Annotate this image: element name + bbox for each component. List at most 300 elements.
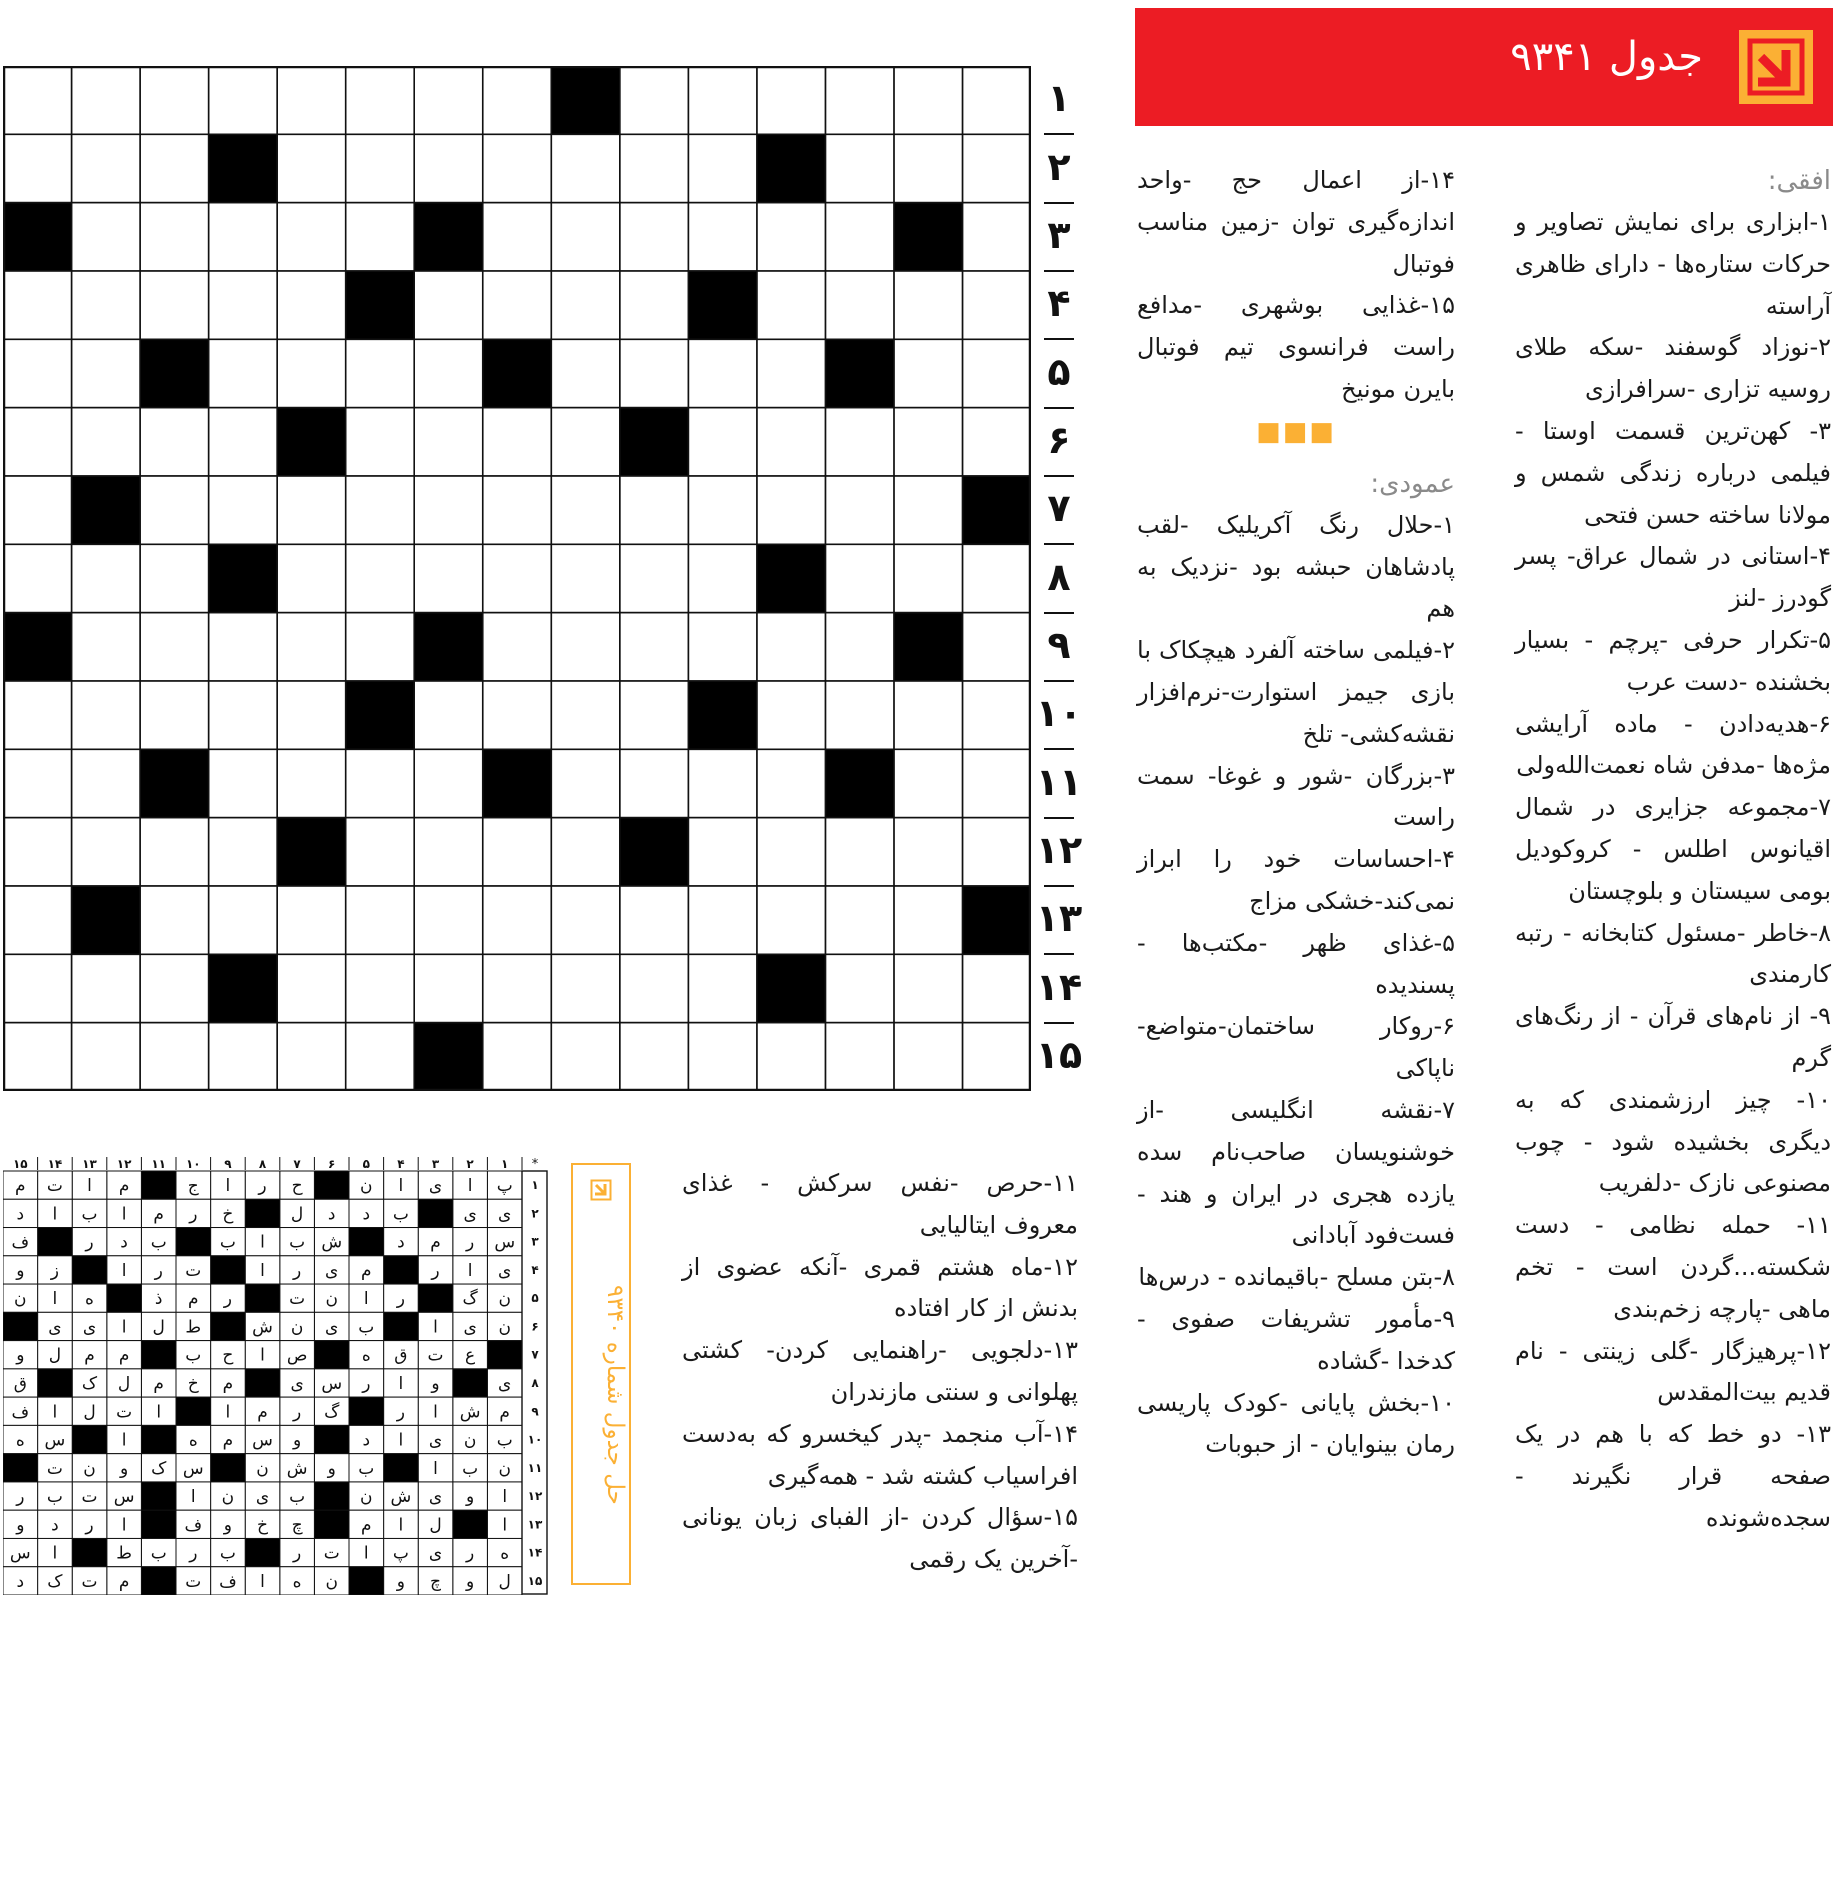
solution-letter: ل <box>429 1515 442 1536</box>
grid-cell[interactable] <box>277 613 346 681</box>
solution-letter: ن <box>325 1571 338 1592</box>
grid-cell[interactable] <box>140 1023 209 1091</box>
grid-cell[interactable] <box>414 476 483 544</box>
grid-cell[interactable] <box>962 408 1031 476</box>
down-clue: ۲-فیلمی ساخته آلفرد هیچکاک با بازی جیمز استوارت-نرم‌افزار نقشه‌کشی- تلخ <box>1137 636 1455 748</box>
grid-cell[interactable] <box>277 1023 346 1091</box>
grid-cell[interactable] <box>277 134 346 202</box>
grid-cell[interactable] <box>962 544 1031 612</box>
solution-letter: ص <box>286 1345 308 1366</box>
grid-cell[interactable] <box>209 886 278 954</box>
grid-cell[interactable] <box>551 818 620 886</box>
grid-cell[interactable] <box>346 613 415 681</box>
grid-cell[interactable] <box>825 476 894 544</box>
solution-letter: م <box>361 1515 372 1536</box>
grid-cell[interactable] <box>962 66 1031 134</box>
solution-letter: س <box>113 1487 135 1508</box>
grid-cell[interactable] <box>3 681 72 749</box>
grid-cell[interactable] <box>346 476 415 544</box>
grid-cell[interactable] <box>140 613 209 681</box>
solution-letter: ک <box>151 1458 167 1479</box>
grid-cell[interactable] <box>825 613 894 681</box>
grid-cell[interactable] <box>483 544 552 612</box>
grid-cell[interactable] <box>688 613 757 681</box>
grid-cell[interactable] <box>3 818 72 886</box>
grid-cell[interactable] <box>962 271 1031 339</box>
grid-cell[interactable] <box>3 954 72 1022</box>
grid-cell[interactable] <box>72 749 141 817</box>
grid-cell[interactable] <box>209 1023 278 1091</box>
grid-cell[interactable] <box>962 203 1031 271</box>
solution-row-label: ۱۱ <box>527 1460 543 1475</box>
grid-cell[interactable] <box>825 203 894 271</box>
grid-cell[interactable] <box>757 271 826 339</box>
solution-block-cell <box>176 1228 211 1256</box>
solution-letter: ف <box>11 1402 30 1423</box>
grid-cell[interactable] <box>620 681 689 749</box>
row-label: ۹ <box>1047 622 1071 667</box>
grid-cell[interactable] <box>551 476 620 544</box>
grid-cell[interactable] <box>209 476 278 544</box>
down-clue: ۹-مأمور تشریفات صفوی - کدخدا -گشاده <box>1137 1304 1455 1375</box>
row-label-separator <box>1044 817 1074 819</box>
grid-cell[interactable] <box>894 271 963 339</box>
solution-letter: ا <box>467 1176 473 1197</box>
grid-cell[interactable] <box>825 886 894 954</box>
grid-cell[interactable] <box>72 613 141 681</box>
grid-cell[interactable] <box>3 544 72 612</box>
grid-cell[interactable] <box>825 818 894 886</box>
grid-cell[interactable] <box>894 134 963 202</box>
solution-letter: م <box>361 1260 372 1281</box>
grid-cell[interactable] <box>346 544 415 612</box>
grid-cell[interactable] <box>688 544 757 612</box>
grid-cell[interactable] <box>620 886 689 954</box>
solution-letter: م <box>84 1345 95 1366</box>
grid-cell[interactable] <box>346 66 415 134</box>
solution-letter: ف <box>11 1232 30 1253</box>
grid-cell[interactable] <box>414 271 483 339</box>
across-clue: ۲-نوزاد گوسفند -سکه طلای روسیه تزاری -سرافرازی <box>1515 333 1831 404</box>
grid-cell[interactable] <box>140 954 209 1022</box>
row-label-separator <box>1044 543 1074 545</box>
grid-cell[interactable] <box>551 886 620 954</box>
grid-cell[interactable] <box>620 544 689 612</box>
grid-cell[interactable] <box>962 613 1031 681</box>
grid-cell[interactable] <box>483 1023 552 1091</box>
solution-letter: ب <box>219 1232 236 1253</box>
grid-cell[interactable] <box>72 134 141 202</box>
grid-cell[interactable] <box>962 681 1031 749</box>
grid-cell[interactable] <box>346 886 415 954</box>
grid-cell[interactable] <box>551 408 620 476</box>
solution-block-cell <box>314 1510 349 1538</box>
solution-row-label: ۱۲ <box>527 1489 543 1504</box>
grid-cell[interactable] <box>483 818 552 886</box>
solution-letter: د <box>397 1232 405 1253</box>
grid-cell[interactable] <box>551 134 620 202</box>
solution-block-cell <box>72 1538 107 1566</box>
grid-cell[interactable] <box>962 749 1031 817</box>
grid-cell[interactable] <box>140 271 209 339</box>
grid-block-cell <box>551 66 620 134</box>
grid-cell[interactable] <box>688 749 757 817</box>
solution-letter: م <box>118 1571 130 1592</box>
solution-block-cell <box>245 1369 280 1397</box>
grid-cell[interactable] <box>894 476 963 544</box>
solution-letter: ت <box>185 1260 202 1281</box>
solution-block-cell <box>141 1171 176 1199</box>
grid-cell[interactable] <box>140 544 209 612</box>
grid-cell[interactable] <box>346 954 415 1022</box>
grid-cell[interactable] <box>72 818 141 886</box>
grid-cell[interactable] <box>414 749 483 817</box>
grid-cell[interactable] <box>620 954 689 1022</box>
grid-cell[interactable] <box>825 66 894 134</box>
grid-cell[interactable] <box>620 339 689 407</box>
solution-letter: ق <box>394 1345 408 1366</box>
grid-block-cell <box>962 886 1031 954</box>
grid-cell[interactable] <box>140 681 209 749</box>
grid-cell[interactable] <box>825 954 894 1022</box>
grid-cell[interactable] <box>688 954 757 1022</box>
solution-block-cell <box>141 1341 176 1369</box>
solution-letter: ب <box>289 1487 306 1508</box>
grid-cell[interactable] <box>414 408 483 476</box>
grid-cell[interactable] <box>72 203 141 271</box>
grid-cell[interactable] <box>757 818 826 886</box>
grid-cell[interactable] <box>277 886 346 954</box>
grid-cell[interactable] <box>688 886 757 954</box>
solution-block-cell <box>487 1341 522 1369</box>
grid-cell[interactable] <box>620 476 689 544</box>
grid-cell[interactable] <box>346 203 415 271</box>
grid-cell[interactable] <box>3 749 72 817</box>
grid-cell[interactable] <box>72 681 141 749</box>
grid-cell[interactable] <box>757 66 826 134</box>
grid-cell[interactable] <box>551 681 620 749</box>
across-clue: ۶-هدیه‌دادن - ماده آرایشی مژه‌ها -مدفن شاه نعمت‌الله‌ولی <box>1515 709 1831 780</box>
grid-cell[interactable] <box>825 134 894 202</box>
solution-letter: ا <box>467 1260 473 1281</box>
grid-cell[interactable] <box>3 476 72 544</box>
grid-cell[interactable] <box>414 66 483 134</box>
grid-cell[interactable] <box>757 886 826 954</box>
grid-cell[interactable] <box>757 339 826 407</box>
grid-cell[interactable] <box>620 203 689 271</box>
grid-cell[interactable] <box>277 271 346 339</box>
grid-cell[interactable] <box>3 408 72 476</box>
solution-block-cell <box>384 1256 419 1284</box>
grid-cell[interactable] <box>620 134 689 202</box>
grid-cell[interactable] <box>551 954 620 1022</box>
grid-cell[interactable] <box>894 749 963 817</box>
solution-letter: و <box>16 1515 25 1536</box>
solution-letter: خ <box>222 1204 234 1225</box>
solution-letter: م <box>118 1176 130 1197</box>
grid-cell[interactable] <box>688 408 757 476</box>
grid-cell[interactable] <box>346 1023 415 1091</box>
grid-cell[interactable] <box>551 339 620 407</box>
grid-cell[interactable] <box>688 818 757 886</box>
grid-block-cell <box>209 954 278 1022</box>
grid-cell[interactable] <box>894 818 963 886</box>
grid-cell[interactable] <box>483 613 552 681</box>
grid-cell[interactable] <box>483 134 552 202</box>
solution-letter: ت <box>323 1543 340 1564</box>
grid-cell[interactable] <box>483 954 552 1022</box>
grid-cell[interactable] <box>894 681 963 749</box>
grid-cell[interactable] <box>894 1023 963 1091</box>
grid-cell[interactable] <box>620 66 689 134</box>
grid-cell[interactable] <box>140 66 209 134</box>
grid-cell[interactable] <box>277 203 346 271</box>
grid-cell[interactable] <box>209 66 278 134</box>
solution-block-cell <box>314 1341 349 1369</box>
solution-block-cell <box>245 1538 280 1566</box>
solution-row-label: ۱۵ <box>527 1573 543 1588</box>
grid-cell[interactable] <box>757 681 826 749</box>
grid-cell[interactable] <box>757 476 826 544</box>
solution-col-label: ۱۱ <box>151 1157 167 1171</box>
grid-cell[interactable] <box>894 954 963 1022</box>
solution-row-label: ۳ <box>531 1234 539 1249</box>
grid-cell[interactable] <box>894 886 963 954</box>
grid-cell[interactable] <box>414 544 483 612</box>
grid-block-cell <box>894 613 963 681</box>
grid-cell[interactable] <box>3 271 72 339</box>
header-banner <box>1135 8 1833 126</box>
grid-cell[interactable] <box>688 134 757 202</box>
solution-letter: ب <box>358 1458 375 1479</box>
grid-cell[interactable] <box>551 613 620 681</box>
solution-letter: ب <box>46 1487 63 1508</box>
grid-cell[interactable] <box>551 271 620 339</box>
grid-cell[interactable] <box>620 1023 689 1091</box>
grid-cell[interactable] <box>140 408 209 476</box>
grid-cell[interactable] <box>346 749 415 817</box>
grid-cell[interactable] <box>894 408 963 476</box>
across-clue: ۴-استانی در شمال عراق- پسر گودرز -لنز <box>1515 542 1831 613</box>
grid-cell[interactable] <box>277 749 346 817</box>
grid-cell[interactable] <box>825 681 894 749</box>
grid-cell[interactable] <box>962 339 1031 407</box>
down-clues-column <box>682 1163 1078 1581</box>
grid-cell[interactable] <box>72 271 141 339</box>
grid-cell[interactable] <box>825 1023 894 1091</box>
across-clue: ۱۲-پرهیزگار -گلی زینتی - نام قدیم بیت‌المقدس <box>1515 1336 1831 1407</box>
solution-letter: چ <box>291 1515 303 1536</box>
grid-cell[interactable] <box>825 408 894 476</box>
grid-cell[interactable] <box>483 203 552 271</box>
grid-cell[interactable] <box>688 339 757 407</box>
down-clue: ۵-غذای ظهر -مکتب‌ها - پسندیده <box>1137 928 1455 999</box>
grid-cell[interactable] <box>757 408 826 476</box>
grid-cell[interactable] <box>3 886 72 954</box>
grid-cell[interactable] <box>414 954 483 1022</box>
across-clue: ۱۳- دو خط که با هم در یک صفحه قرار نگیرند - سجده‌شونده <box>1515 1420 1831 1532</box>
grid-cell[interactable] <box>140 818 209 886</box>
solution-letter: و <box>16 1345 25 1366</box>
grid-cell[interactable] <box>962 1023 1031 1091</box>
solution-grid <box>3 1155 548 1595</box>
grid-cell[interactable] <box>3 66 72 134</box>
grid-cell[interactable] <box>140 134 209 202</box>
grid-cell[interactable] <box>346 408 415 476</box>
grid-cell[interactable] <box>688 476 757 544</box>
grid-cell[interactable] <box>483 886 552 954</box>
row-label-separator <box>1044 680 1074 682</box>
solution-letter: ط <box>116 1543 132 1564</box>
crossword-grid[interactable] <box>3 66 1031 1091</box>
grid-cell[interactable] <box>962 954 1031 1022</box>
grid-cell[interactable] <box>209 818 278 886</box>
grid-cell[interactable] <box>277 954 346 1022</box>
solution-letter: ی <box>463 1204 477 1225</box>
solution-row-label: ۶ <box>531 1319 539 1334</box>
solution-letter: ا <box>398 1430 404 1451</box>
grid-cell[interactable] <box>551 544 620 612</box>
solution-letter: ی <box>325 1317 339 1338</box>
solution-block-cell <box>314 1425 349 1453</box>
grid-cell[interactable] <box>3 134 72 202</box>
grid-cell[interactable] <box>3 1023 72 1091</box>
solution-row-label: ۹ <box>531 1404 539 1419</box>
grid-cell[interactable] <box>209 613 278 681</box>
solution-letter: ن <box>498 1289 511 1310</box>
grid-cell[interactable] <box>620 749 689 817</box>
grid-cell[interactable] <box>825 544 894 612</box>
grid-cell[interactable] <box>414 886 483 954</box>
grid-cell[interactable] <box>277 544 346 612</box>
solution-letter: ح <box>222 1345 234 1366</box>
grid-cell[interactable] <box>757 203 826 271</box>
solution-letter: م <box>257 1402 268 1423</box>
grid-cell[interactable] <box>277 476 346 544</box>
down-clue: ۱۵-سؤال کردن -از الفبای زبان یونانی -آخرین یک رقمی <box>682 1503 1078 1574</box>
solution-block-cell <box>211 1312 246 1340</box>
solution-letter: ت <box>46 1176 63 1197</box>
grid-cell[interactable] <box>757 1023 826 1091</box>
grid-block-cell <box>414 203 483 271</box>
grid-cell[interactable] <box>209 339 278 407</box>
grid-cell[interactable] <box>894 339 963 407</box>
grid-block-cell <box>757 544 826 612</box>
row-label: ۱۰ <box>1035 691 1083 736</box>
grid-cell[interactable] <box>72 1023 141 1091</box>
grid-cell[interactable] <box>688 1023 757 1091</box>
solution-letter: ب <box>392 1204 409 1225</box>
grid-cell[interactable] <box>140 203 209 271</box>
solution-block-cell <box>349 1228 384 1256</box>
grid-cell[interactable] <box>757 749 826 817</box>
grid-cell[interactable] <box>483 66 552 134</box>
grid-cell[interactable] <box>962 134 1031 202</box>
grid-cell[interactable] <box>346 818 415 886</box>
solution-letter: ا <box>52 1543 58 1564</box>
grid-cell[interactable] <box>72 544 141 612</box>
grid-cell[interactable] <box>414 339 483 407</box>
solution-letter: ل <box>152 1317 165 1338</box>
grid-cell[interactable] <box>277 66 346 134</box>
grid-cell[interactable] <box>140 886 209 954</box>
solution-letter: ش <box>252 1317 273 1338</box>
grid-cell[interactable] <box>483 476 552 544</box>
solution-letter: ر <box>292 1260 302 1281</box>
grid-cell[interactable] <box>551 203 620 271</box>
grid-cell[interactable] <box>688 66 757 134</box>
grid-cell[interactable] <box>72 66 141 134</box>
grid-cell[interactable] <box>483 408 552 476</box>
grid-cell[interactable] <box>483 271 552 339</box>
grid-block-cell <box>620 818 689 886</box>
grid-cell[interactable] <box>72 954 141 1022</box>
grid-cell[interactable] <box>757 613 826 681</box>
solution-letter: ش <box>321 1232 343 1253</box>
solution-letter: و <box>16 1260 25 1281</box>
solution-col-label: ۶ <box>328 1157 336 1171</box>
grid-cell[interactable] <box>414 818 483 886</box>
across-clue: ۸-خاطر -مسئول کتابخانه - رتبه کارمندی <box>1515 918 1831 989</box>
grid-cell[interactable] <box>551 1023 620 1091</box>
grid-cell[interactable] <box>140 476 209 544</box>
grid-cell[interactable] <box>688 203 757 271</box>
grid-cell[interactable] <box>894 544 963 612</box>
grid-cell[interactable] <box>72 408 141 476</box>
solution-letter: گ <box>324 1402 340 1423</box>
grid-cell[interactable] <box>551 749 620 817</box>
solution-row-label: ۴ <box>531 1262 539 1277</box>
across-clue: ۵-تکرار حرفی -پرچم - بسیار بخشنده -دست عرب <box>1515 625 1831 696</box>
solution-letter: ن <box>14 1289 27 1310</box>
solution-row-label: ۱ <box>531 1178 539 1193</box>
across-clue: ۱۵-غذایی بوشهری -مدافع راست فرانسوی تیم فوتبال بایرن مونیخ <box>1137 291 1455 403</box>
grid-cell[interactable] <box>209 749 278 817</box>
solution-col-label: ۱۴ <box>47 1157 63 1171</box>
grid-cell[interactable] <box>620 271 689 339</box>
across-clue: ۷-مجموعه جزایری در شمال اقیانوس اطلس - کروکودیل بومی سیستان و بلوچستان <box>1515 793 1831 905</box>
grid-cell[interactable] <box>209 203 278 271</box>
grid-cell[interactable] <box>209 408 278 476</box>
solution-letter: ه <box>361 1345 371 1366</box>
grid-cell[interactable] <box>962 818 1031 886</box>
grid-cell[interactable] <box>894 66 963 134</box>
grid-cell[interactable] <box>620 613 689 681</box>
grid-cell[interactable] <box>277 339 346 407</box>
solution-block-cell <box>141 1510 176 1538</box>
grid-cell[interactable] <box>414 134 483 202</box>
grid-cell[interactable] <box>825 271 894 339</box>
grid-cell[interactable] <box>346 339 415 407</box>
solution-col-label: ۴ <box>397 1157 405 1171</box>
grid-cell[interactable] <box>209 681 278 749</box>
grid-cell[interactable] <box>346 134 415 202</box>
grid-cell[interactable] <box>483 681 552 749</box>
solution-letter: ر <box>189 1204 198 1225</box>
grid-cell[interactable] <box>277 681 346 749</box>
solution-row-label: ۲ <box>531 1206 539 1221</box>
solution-letter: ب <box>81 1204 98 1225</box>
grid-block-cell <box>72 476 141 544</box>
grid-cell[interactable] <box>414 681 483 749</box>
grid-cell[interactable] <box>209 271 278 339</box>
solution-letter: م <box>499 1402 510 1423</box>
grid-cell[interactable] <box>72 339 141 407</box>
row-label-separator <box>1044 270 1074 272</box>
solution-title: حل جدول شماره ۹۳۴۰ <box>602 1285 628 1505</box>
grid-cell[interactable] <box>3 339 72 407</box>
solution-letter: ل <box>117 1374 131 1394</box>
